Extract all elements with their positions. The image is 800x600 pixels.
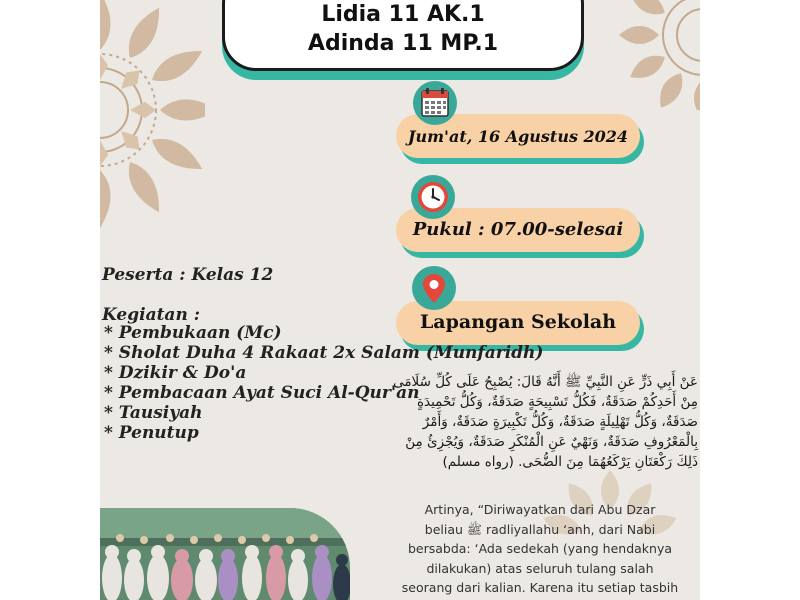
name-line-1: Lidia 11 AK.1 [321,2,485,27]
translation-line: Artinya, “Diriwayatkan dari Abu Dzar [424,502,656,517]
mandala-ornament-top-right [598,0,700,110]
participants-label: Peserta : Kelas 12 [102,265,274,285]
event-time: Pukul : 07.00-selesai [412,219,624,240]
translation-line: bersabda: ‘Ada sedekah (yang hendaknya [407,541,673,556]
translation-line: beliau ﷺ radliyallahu ‘anh, dari Nabi [424,521,656,537]
activities-title: Kegiatan : [102,305,200,325]
translation-line: dilakukan) atas seluruh tulang salah [426,560,654,576]
name-line-2: Adinda 11 MP.1 [307,31,499,56]
names-banner [222,0,584,71]
calendar-badge [413,81,457,125]
location-badge [412,266,456,310]
clock-badge [411,175,455,219]
calendar-icon [413,81,457,125]
hadith-translation [382,500,698,598]
hadith-arabic-text: عَنْ أَبِي ذَرٍّ عَنِ النَّبِيِّ ﷺ أَنَّهُ قَالَ: يُصْبِحُ عَلَى كُلِّ سُلَامَى مِنْ أَحَدِكُمْ صَدَقَةٌ، فَكُلُّ تَسْبِيحَةٍ صَدَقَةٌ، وَكُلُّ تَحْمِيدَةٍ صَدَقَةٌ، وَكُلُّ تَهْلِيلَةٍ صَدَقَةٌ، وَكُلُّ تَكْبِيرَةٍ صَدَقَةٌ، وَأَمْرٌ بِالْمَعْرُوفِ صَدَقَةٌ، وَنَهْيٌ عَنِ الْمُنْكَرِ صَدَقَةٌ، وَيُجْزِئُ مِنْ ذَلِكَ رَكْعَتَانِ يَرْكَعُهُمَا مِنَ الضُّحَى. (رواه مسلم) [393,374,698,470]
list-item: * Penutup [104,423,199,443]
list-item: * Pembukaan (Mc) [104,323,282,343]
location-pin-icon [412,266,456,310]
translation-line: seorang dari kalian. Karena itu setiap tasbih [401,580,679,595]
list-item: * Sholat Duha 4 Rakaat 2x Salam (Munfaridh) [104,343,544,363]
congregation-photo [100,508,350,600]
event-date: Jum'at, 16 Agustus 2024 [407,127,629,146]
list-item: * Pembacaan Ayat Suci Al-Qur'an [104,383,420,403]
clock-icon [411,175,455,219]
mandala-ornament-top-left [100,0,205,240]
event-poster [100,0,700,600]
event-place: Lapangan Sekolah [419,311,617,333]
list-item: * Tausiyah [104,403,203,423]
list-item: * Dzikir & Do'a [104,363,247,383]
